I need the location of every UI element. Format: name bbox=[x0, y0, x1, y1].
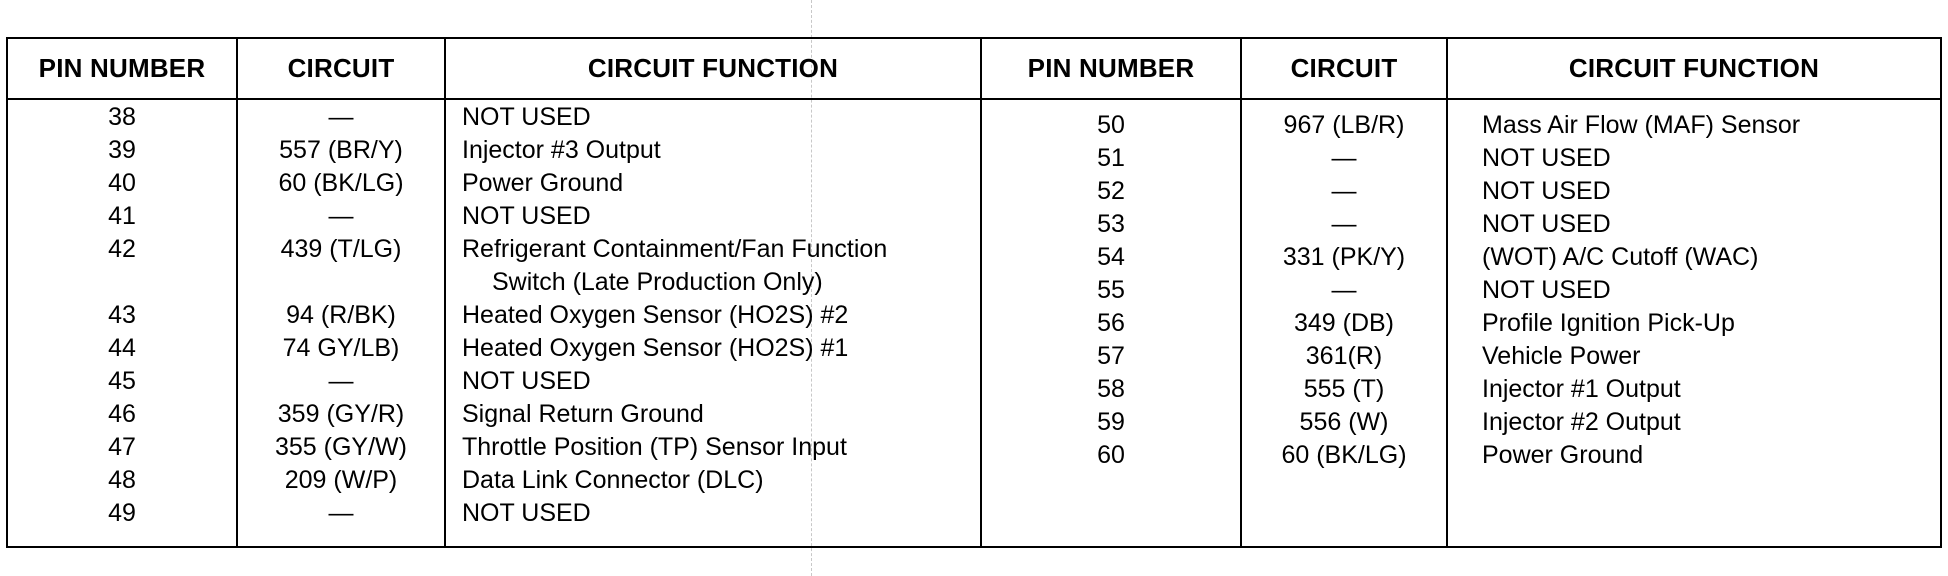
circuit-function-continued: Switch (Late Production Only) bbox=[492, 268, 823, 296]
table-row bbox=[982, 175, 1940, 208]
circuit: 557 (BR/Y) bbox=[279, 136, 403, 164]
circuit: — bbox=[1331, 276, 1357, 304]
circuit-function: NOT USED bbox=[1482, 144, 1611, 172]
circuit-function: NOT USED bbox=[462, 367, 591, 395]
pin-number: 41 bbox=[108, 202, 136, 230]
circuit-function: Signal Return Ground bbox=[462, 400, 704, 428]
table-row bbox=[8, 431, 980, 464]
table-row bbox=[982, 406, 1940, 439]
circuit: 556 (W) bbox=[1299, 408, 1389, 436]
table-row bbox=[8, 233, 980, 266]
pin-number: 43 bbox=[108, 301, 136, 329]
table-row bbox=[982, 439, 1940, 472]
pin-number: 49 bbox=[108, 499, 136, 527]
circuit: 60 (BK/LG) bbox=[278, 169, 404, 197]
circuit-function: Data Link Connector (DLC) bbox=[462, 466, 764, 494]
circuit: — bbox=[328, 103, 354, 131]
circuit-function: Heated Oxygen Sensor (HO2S) #2 bbox=[462, 301, 849, 329]
circuit-function: Power Ground bbox=[462, 169, 624, 197]
circuit: 355 (GY/W) bbox=[275, 433, 407, 461]
pin-number: 60 bbox=[1097, 441, 1125, 469]
pin-number: 39 bbox=[108, 136, 136, 164]
circuit: — bbox=[328, 202, 354, 230]
circuit: 555 (T) bbox=[1303, 375, 1385, 403]
table-row bbox=[982, 307, 1940, 340]
pin-number: 51 bbox=[1097, 144, 1125, 172]
pin-number: 44 bbox=[108, 334, 136, 362]
pin-number: 59 bbox=[1097, 408, 1125, 436]
circuit-function: Mass Air Flow (MAF) Sensor bbox=[1482, 111, 1801, 139]
circuit-function: Vehicle Power bbox=[1482, 342, 1641, 370]
table-row bbox=[982, 142, 1940, 175]
circuit-function: Throttle Position (TP) Sensor Input bbox=[462, 433, 847, 461]
circuit: 209 (W/P) bbox=[284, 466, 398, 494]
pin-number: 58 bbox=[1097, 375, 1125, 403]
table-row bbox=[982, 208, 1940, 241]
pin-number: 55 bbox=[1097, 276, 1125, 304]
header-pin-number-right: PIN NUMBER bbox=[1027, 53, 1195, 83]
pin-number: 50 bbox=[1097, 111, 1125, 139]
circuit-function: Heated Oxygen Sensor (HO2S) #1 bbox=[462, 334, 849, 362]
table-row bbox=[8, 365, 980, 398]
circuit: 361(R) bbox=[1305, 342, 1383, 370]
table-row bbox=[8, 101, 980, 134]
table-row bbox=[982, 109, 1940, 142]
pin-number: 53 bbox=[1097, 210, 1125, 238]
circuit: 331 (PK/Y) bbox=[1282, 243, 1406, 271]
table-row bbox=[8, 332, 980, 365]
circuit-function: NOT USED bbox=[1482, 210, 1611, 238]
pinout-table bbox=[6, 37, 1942, 548]
header-pin-number-left: PIN NUMBER bbox=[38, 53, 206, 83]
pin-number: 46 bbox=[108, 400, 136, 428]
circuit-function: Profile Ignition Pick-Up bbox=[1482, 309, 1735, 337]
pin-number: 47 bbox=[108, 433, 136, 461]
circuit: 439 (T/LG) bbox=[280, 235, 402, 263]
circuit: — bbox=[328, 367, 354, 395]
table-row bbox=[8, 134, 980, 167]
circuit: 94 (R/BK) bbox=[286, 301, 396, 329]
table-header bbox=[8, 39, 1940, 100]
header-circuit-right: CIRCUIT bbox=[1290, 53, 1398, 83]
circuit-function: Refrigerant Containment/Fan Function bbox=[462, 235, 888, 263]
table-row bbox=[8, 398, 980, 431]
table-row bbox=[982, 274, 1940, 307]
table-row bbox=[8, 464, 980, 497]
circuit bbox=[238, 266, 444, 299]
table-row bbox=[982, 373, 1940, 406]
circuit: — bbox=[1331, 177, 1357, 205]
table-row bbox=[982, 340, 1940, 373]
pin-number: 57 bbox=[1097, 342, 1125, 370]
pin-number: 52 bbox=[1097, 177, 1125, 205]
circuit: — bbox=[328, 499, 354, 527]
header-circuit-left: CIRCUIT bbox=[287, 53, 395, 83]
pin-number: 54 bbox=[1097, 243, 1125, 271]
circuit-function: NOT USED bbox=[462, 202, 591, 230]
circuit-function: Power Ground bbox=[1482, 441, 1644, 469]
table-row bbox=[8, 266, 980, 299]
pin-number: 38 bbox=[108, 103, 136, 131]
circuit-function: Injector #2 Output bbox=[1482, 408, 1681, 436]
circuit-function: Injector #1 Output bbox=[1482, 375, 1681, 403]
circuit-function: NOT USED bbox=[1482, 276, 1611, 304]
circuit: 74 GY/LB) bbox=[282, 334, 400, 362]
circuit: 967 (LB/R) bbox=[1283, 111, 1405, 139]
header-circuit-function-right: CIRCUIT FUNCTION bbox=[1568, 53, 1820, 83]
circuit-function: (WOT) A/C Cutoff (WAC) bbox=[1482, 243, 1759, 271]
pin-number: 48 bbox=[108, 466, 136, 494]
table-row bbox=[982, 241, 1940, 274]
pin-number: 45 bbox=[108, 367, 136, 395]
circuit: 359 (GY/R) bbox=[277, 400, 405, 428]
pin-number: 40 bbox=[108, 169, 136, 197]
circuit: — bbox=[1331, 210, 1357, 238]
table-row bbox=[8, 299, 980, 332]
pin-number bbox=[8, 266, 236, 299]
table-row bbox=[8, 167, 980, 200]
circuit: 60 (BK/LG) bbox=[1281, 441, 1407, 469]
table-row bbox=[8, 200, 980, 233]
circuit-function: NOT USED bbox=[462, 103, 591, 131]
circuit: — bbox=[1331, 144, 1357, 172]
header-circuit-function-left: CIRCUIT FUNCTION bbox=[587, 53, 839, 83]
pin-number: 56 bbox=[1097, 309, 1125, 337]
circuit: 349 (DB) bbox=[1293, 309, 1395, 337]
circuit-function: NOT USED bbox=[462, 499, 591, 527]
pin-number: 42 bbox=[108, 235, 136, 263]
table-row bbox=[8, 497, 980, 530]
circuit-function: NOT USED bbox=[1482, 177, 1611, 205]
circuit-function: Injector #3 Output bbox=[462, 136, 661, 164]
